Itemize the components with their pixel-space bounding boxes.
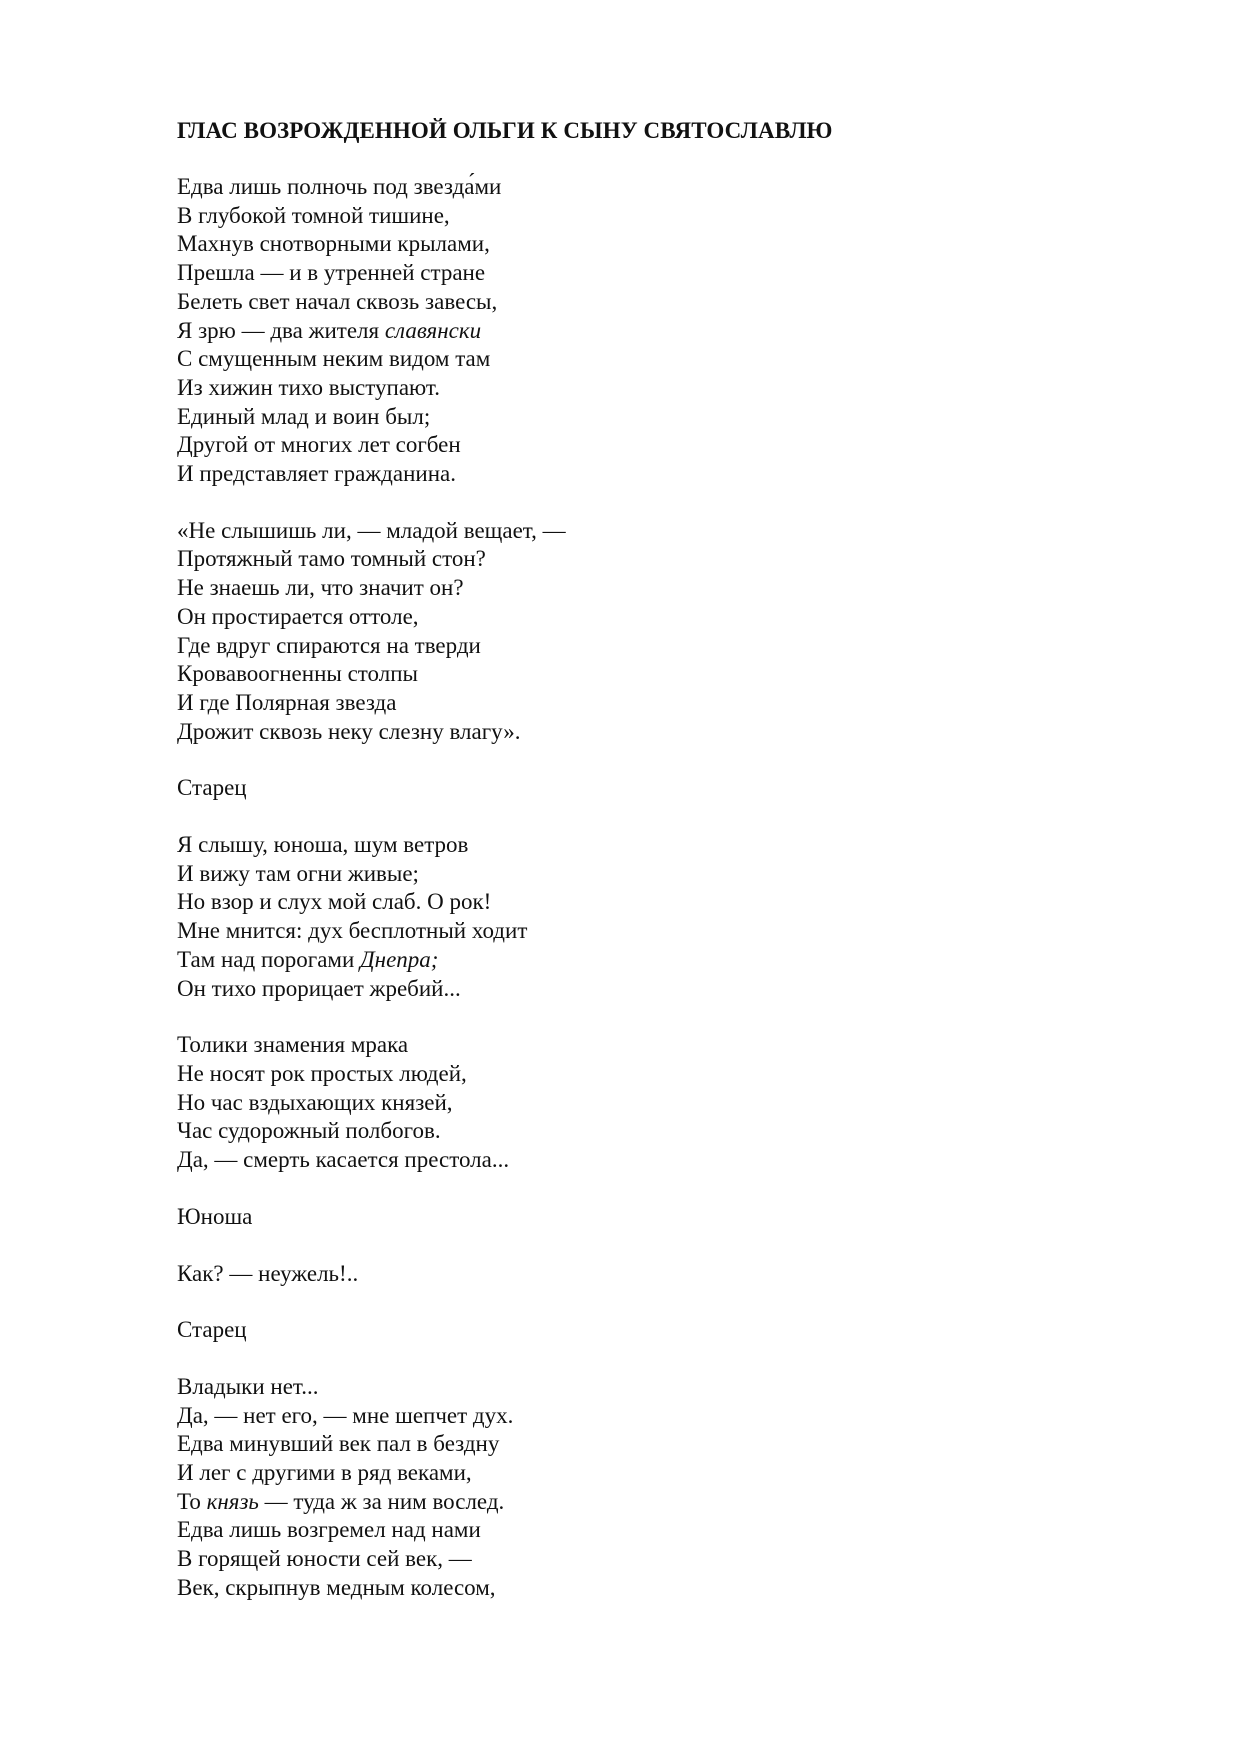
poem-line: Век, скрыпнув медным колесом, <box>177 1574 496 1600</box>
poem-line: Едва лишь возгремел над нами <box>177 1517 481 1543</box>
poem-line: Прешла — и в утренней стране <box>177 260 486 286</box>
stanza-1 <box>177 173 1137 489</box>
poem-line: Белеть свет начал сквозь завесы, <box>177 288 498 314</box>
poem-line: Мне мнится: дух бесплотный ходит <box>177 918 528 944</box>
poem-line: Другой от многих лет согбен <box>177 432 461 458</box>
poem-line-text: Там над порогами <box>177 946 361 972</box>
poem-line <box>177 946 1137 975</box>
poem-line: И вижу там огни живые; <box>177 860 419 886</box>
speaker-name: Старец <box>177 1317 247 1343</box>
poem-line: Из хижин тихо выступают. <box>177 374 440 400</box>
stanza-2 <box>177 517 1137 747</box>
poem-line-text: — туда ж за ним вослед. <box>258 1488 505 1514</box>
poem-line: Махнув снотворными крылами, <box>177 231 490 257</box>
speaker-name: Юноша <box>177 1203 253 1229</box>
poem-line-italic: славянски <box>384 317 482 343</box>
poem-line: Дрожит сквозь неку слезну влагу». <box>177 718 521 744</box>
poem-title: ГЛАС ВОЗРОЖДЕННОЙ ОЛЬГИ К СЫНУ СВЯТОСЛАВЛЮ <box>177 118 833 143</box>
poem-line: Как? — неужель!.. <box>177 1260 359 1286</box>
speaker-heading <box>177 1316 1137 1345</box>
poem-line: Толики знамения мрака <box>177 1032 409 1058</box>
poem-line: Едва лишь полночь под звезда́ми <box>177 174 502 199</box>
poem-line: С смущенным неким видом там <box>177 346 491 372</box>
poem-line-italic: Днепра; <box>360 946 439 972</box>
speaker-heading <box>177 774 1137 803</box>
speaker-heading <box>177 1203 1137 1232</box>
document-page <box>177 116 1137 1603</box>
poem-line: В глубокой томной тишине, <box>177 202 450 228</box>
poem-line: И лег с другими в ряд веками, <box>177 1460 472 1486</box>
poem-line-italic: князь <box>206 1488 259 1514</box>
poem-line-text: То <box>177 1488 207 1514</box>
poem-line: Да, — смерть касается престола... <box>177 1147 510 1173</box>
poem-line: Кровавоогненны столпы <box>177 661 418 687</box>
stanza-3 <box>177 831 1137 1003</box>
poem-line: Где вдруг спираются на тверди <box>177 632 481 658</box>
speaker-name: Старец <box>177 775 247 801</box>
poem-line: Единый млад и воин был; <box>177 403 431 429</box>
stanza-5 <box>177 1260 1137 1289</box>
poem-line <box>177 317 1137 346</box>
poem-line: Владыки нет... <box>177 1373 319 1399</box>
poem-line: Но взор и слух мой слаб. О рок! <box>177 889 492 915</box>
poem-line: «Не слышишь ли, — младой вещает, — <box>177 517 566 543</box>
poem-line: Да, — нет его, — мне шепчет дух. <box>177 1402 514 1428</box>
poem-line: И представляет гражданина. <box>177 461 456 487</box>
poem-line: Час судорожный полбогов. <box>177 1118 441 1144</box>
poem-line: Я слышу, юноша, шум ветров <box>177 832 469 858</box>
poem-line: Не знаешь ли, что значит он? <box>177 575 464 601</box>
stanza-4 <box>177 1031 1137 1175</box>
poem-line-text: Я зрю — два жителя <box>177 317 385 343</box>
poem-line <box>177 1488 1137 1517</box>
poem-line: Протяжный тамо томный стон? <box>177 546 486 572</box>
poem-line: Но час вздыхающих князей, <box>177 1089 453 1115</box>
poem-line: Он тихо прорицает жребий... <box>177 975 461 1001</box>
stanza-6 <box>177 1373 1137 1603</box>
poem-line: Не носят рок простых людей, <box>177 1060 467 1086</box>
poem-line: Он простирается оттоле, <box>177 603 419 629</box>
poem-line: И где Полярная звезда <box>177 689 397 715</box>
poem-line: В горящей юности сей век, — <box>177 1546 472 1572</box>
poem-line: Едва минувший век пал в бездну <box>177 1431 500 1457</box>
